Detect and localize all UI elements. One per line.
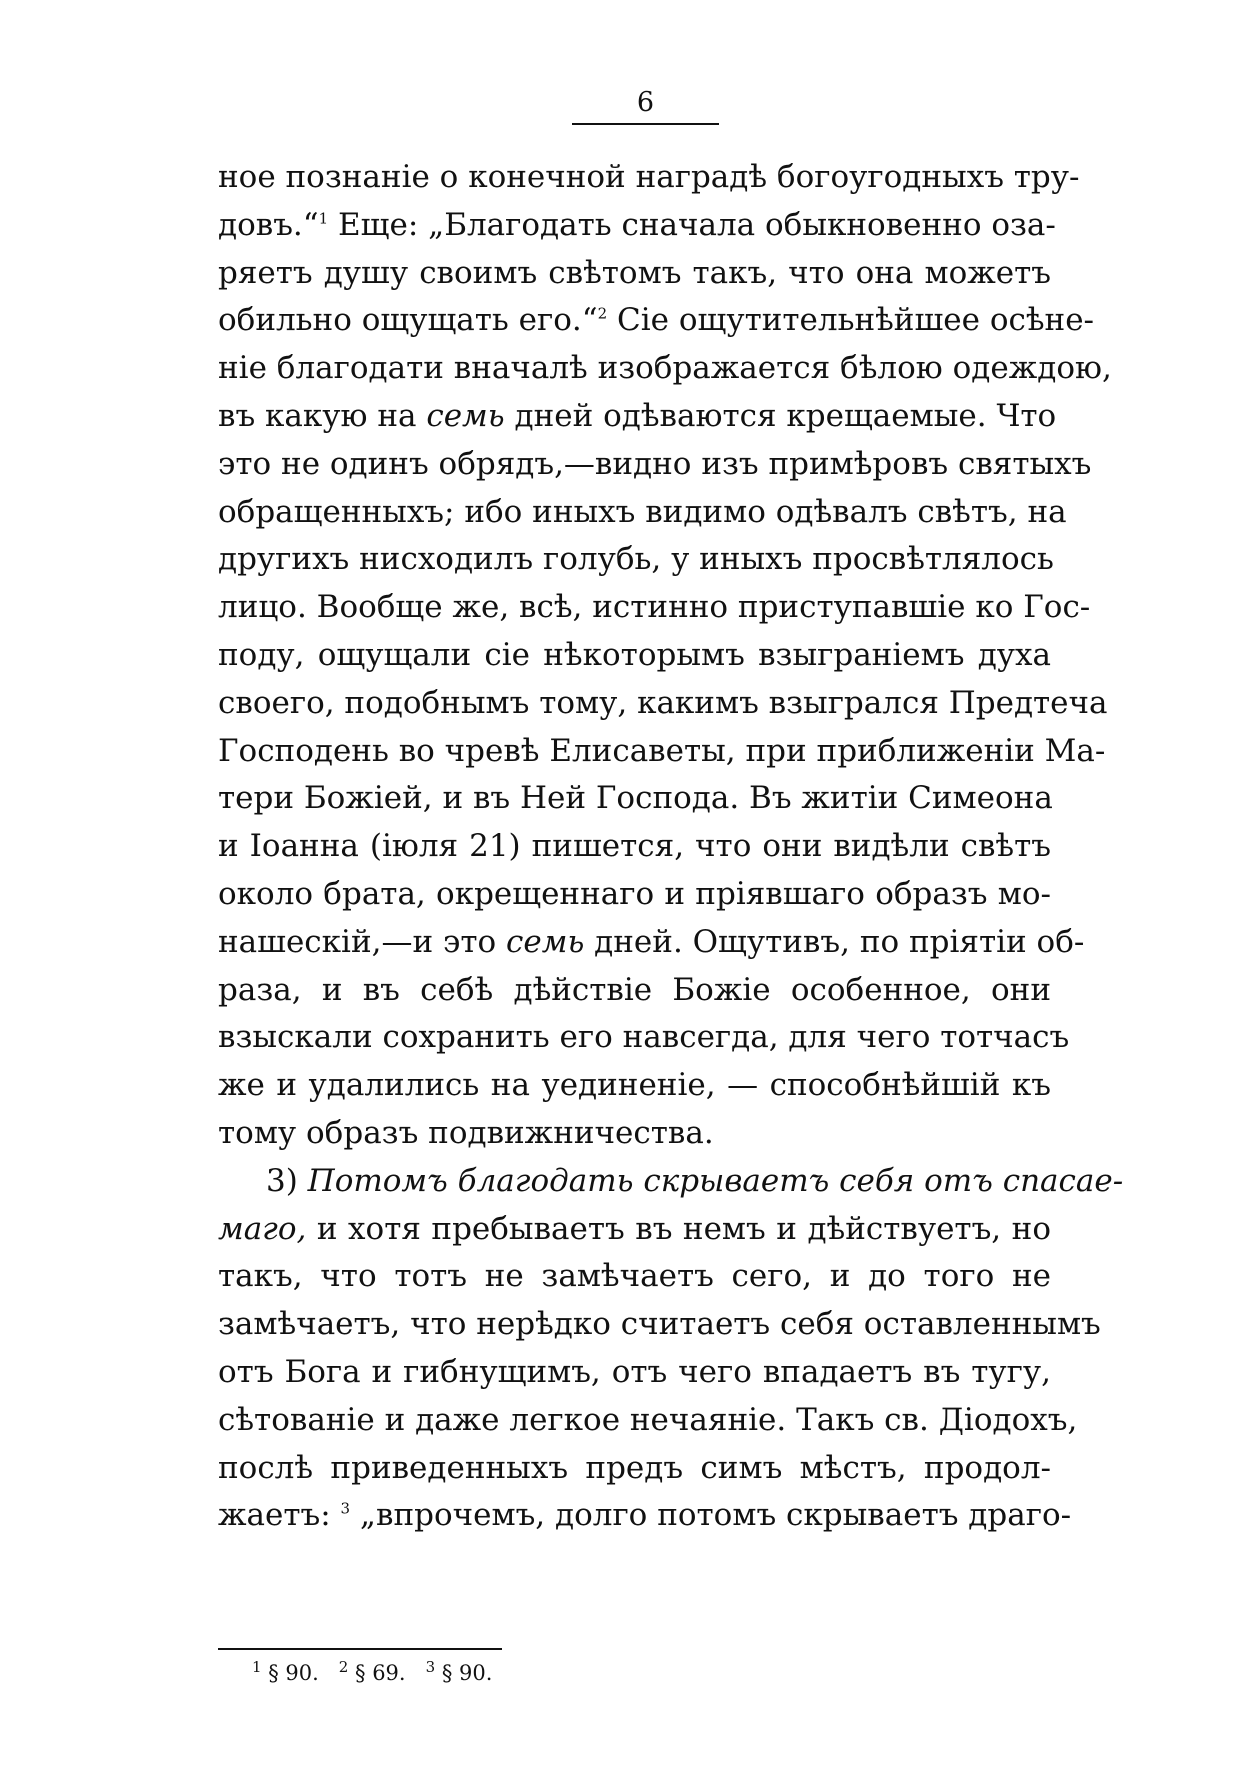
text-line <box>218 297 1095 345</box>
line-text: ное познаніе о конечной наградѣ богоугодныхъ тру- <box>218 159 1080 195</box>
footnote-ref: 2 <box>597 305 608 324</box>
footnote-rule <box>218 1648 502 1650</box>
line-text: замѣчаетъ, что нерѣдко считаетъ себя оставленнымъ <box>218 1306 1101 1343</box>
line-text: Сіе ощутительнѣйшее осѣне- <box>607 302 1095 339</box>
text-line <box>218 441 1092 489</box>
line-text: сѣтованіе и даже легкое нечаяніе. Такъ св. Діодохъ, <box>218 1401 1078 1438</box>
line-text: тому образъ подвижничества. <box>218 1114 714 1151</box>
text-line <box>218 584 1091 632</box>
line-text: и Іоанна (іюля 21) пишется, что они видѣли свѣтъ <box>218 828 1051 865</box>
text-line <box>218 250 1051 298</box>
text-line <box>218 1253 1051 1301</box>
text-line <box>218 1206 1051 1254</box>
footnote-ref: 3 <box>340 1499 351 1518</box>
footnote-number: 3 <box>425 1658 436 1676</box>
footnote-text: § 90. <box>435 1661 493 1685</box>
line-text: ніе благодати вначалѣ изображается бѣлою одеждою, <box>218 350 1112 387</box>
text-line <box>218 775 1051 823</box>
line-text: раза, и въ себѣ дѣйствіе Божіе особенное, они <box>218 971 1051 1008</box>
text-line <box>218 489 1067 537</box>
footnote-number: 2 <box>338 1658 349 1676</box>
text-line <box>218 1349 1051 1397</box>
footnote-text: § 69. <box>348 1661 406 1685</box>
footnote <box>252 1658 319 1685</box>
emphasis-text: Потомъ благодать скрываетъ себя отъ спасае- <box>307 1162 1124 1199</box>
text-line <box>218 632 1051 680</box>
line-text: послѣ приведенныхъ предъ симъ мѣстъ, продол- <box>218 1449 1051 1486</box>
footnote-number: 1 <box>252 1658 262 1676</box>
text-line <box>218 1062 1051 1110</box>
line-text: отъ Бога и гибнущимъ, отъ чего впадаетъ въ тугу, <box>218 1353 1051 1390</box>
header-rule <box>572 123 719 125</box>
text-line <box>218 871 1051 919</box>
line-text: своего, подобнымъ тому, какимъ взыгрался Предтеча <box>218 684 1108 721</box>
text-line <box>218 154 1080 202</box>
emphasis-text: маго, <box>218 1210 307 1247</box>
line-text: тери Божіей, и въ Ней Господа. Въ житіи Симеона <box>218 780 1053 817</box>
line-text: взыскали сохранить его навсегда, для чего тотчасъ <box>218 1019 1070 1056</box>
line-text: довъ.“ <box>218 206 319 243</box>
text-line <box>218 1110 1051 1158</box>
footnote-text: § 90. <box>261 1661 319 1685</box>
text-line <box>218 202 1056 250</box>
text-line <box>218 728 1106 776</box>
line-text: и хотя пребываетъ въ немъ и дѣйствуетъ, но <box>306 1210 1051 1247</box>
text-line <box>218 536 1054 584</box>
line-text: около брата, окрещеннаго и пріявшаго образъ мо- <box>218 875 1051 912</box>
line-text: это не одинъ обрядъ,—видно изъ примѣровъ святыхъ <box>218 445 1092 482</box>
line-text: же и удалились на уединеніе, — способнѣйшій къ <box>218 1067 1051 1104</box>
line-text: жаетъ: <box>218 1497 341 1534</box>
text-line <box>218 823 1051 871</box>
text-line <box>218 1445 1051 1493</box>
line-text: дней. Ощутивъ, по пріятіи об- <box>584 923 1085 960</box>
page-number: 6 <box>636 87 655 118</box>
text-line <box>218 1158 1124 1206</box>
line-text: нашескій,—и это <box>218 923 507 960</box>
emphasis-text: семь <box>506 923 585 960</box>
text-line <box>218 680 1108 728</box>
line-text: ряетъ душу своимъ свѣтомъ такъ, что она можетъ <box>218 254 1051 291</box>
text-line <box>218 1397 1078 1445</box>
line-text: обращенныхъ; ибо иныхъ видимо одѣвалъ свѣтъ, на <box>218 493 1067 530</box>
line-text: Еще: „Благодать сначала обыкновенно оза- <box>328 206 1056 243</box>
text-line <box>218 967 1051 1015</box>
text-line <box>218 1301 1101 1349</box>
text-line <box>218 919 1085 967</box>
line-text: обильно ощущать его.“ <box>218 302 598 339</box>
line-text: 3) <box>266 1162 308 1199</box>
line-text: Господень во чревѣ Елисаветы, при приближеніи Ма- <box>218 732 1106 769</box>
text-line <box>218 393 1057 441</box>
line-text: „впрочемъ, долго потомъ скрываетъ драго- <box>350 1497 1072 1534</box>
footnote-ref: 1 <box>318 209 329 228</box>
footnote <box>338 1658 406 1685</box>
text-line <box>218 1014 1070 1062</box>
text-line <box>218 345 1112 393</box>
line-text: лицо. Вообще же, всѣ, истинно приступавшіе ко Гос- <box>218 589 1091 626</box>
footnote <box>425 1658 493 1685</box>
line-text: въ какую на <box>218 397 427 434</box>
body-text <box>218 154 1124 1540</box>
line-text: дней одѣваются крещаемые. Что <box>504 397 1057 434</box>
line-text: такъ, что тотъ не замѣчаетъ сего, и до того не <box>218 1258 1051 1295</box>
text-line <box>218 1492 1072 1540</box>
footnotes <box>252 1658 512 1688</box>
emphasis-text: семь <box>426 397 505 434</box>
line-text: другихъ нисходилъ голубь, у иныхъ просвѣтлялось <box>218 541 1054 578</box>
line-text: поду, ощущали сіе нѣкоторымъ взыграніемъ духа <box>218 636 1051 673</box>
